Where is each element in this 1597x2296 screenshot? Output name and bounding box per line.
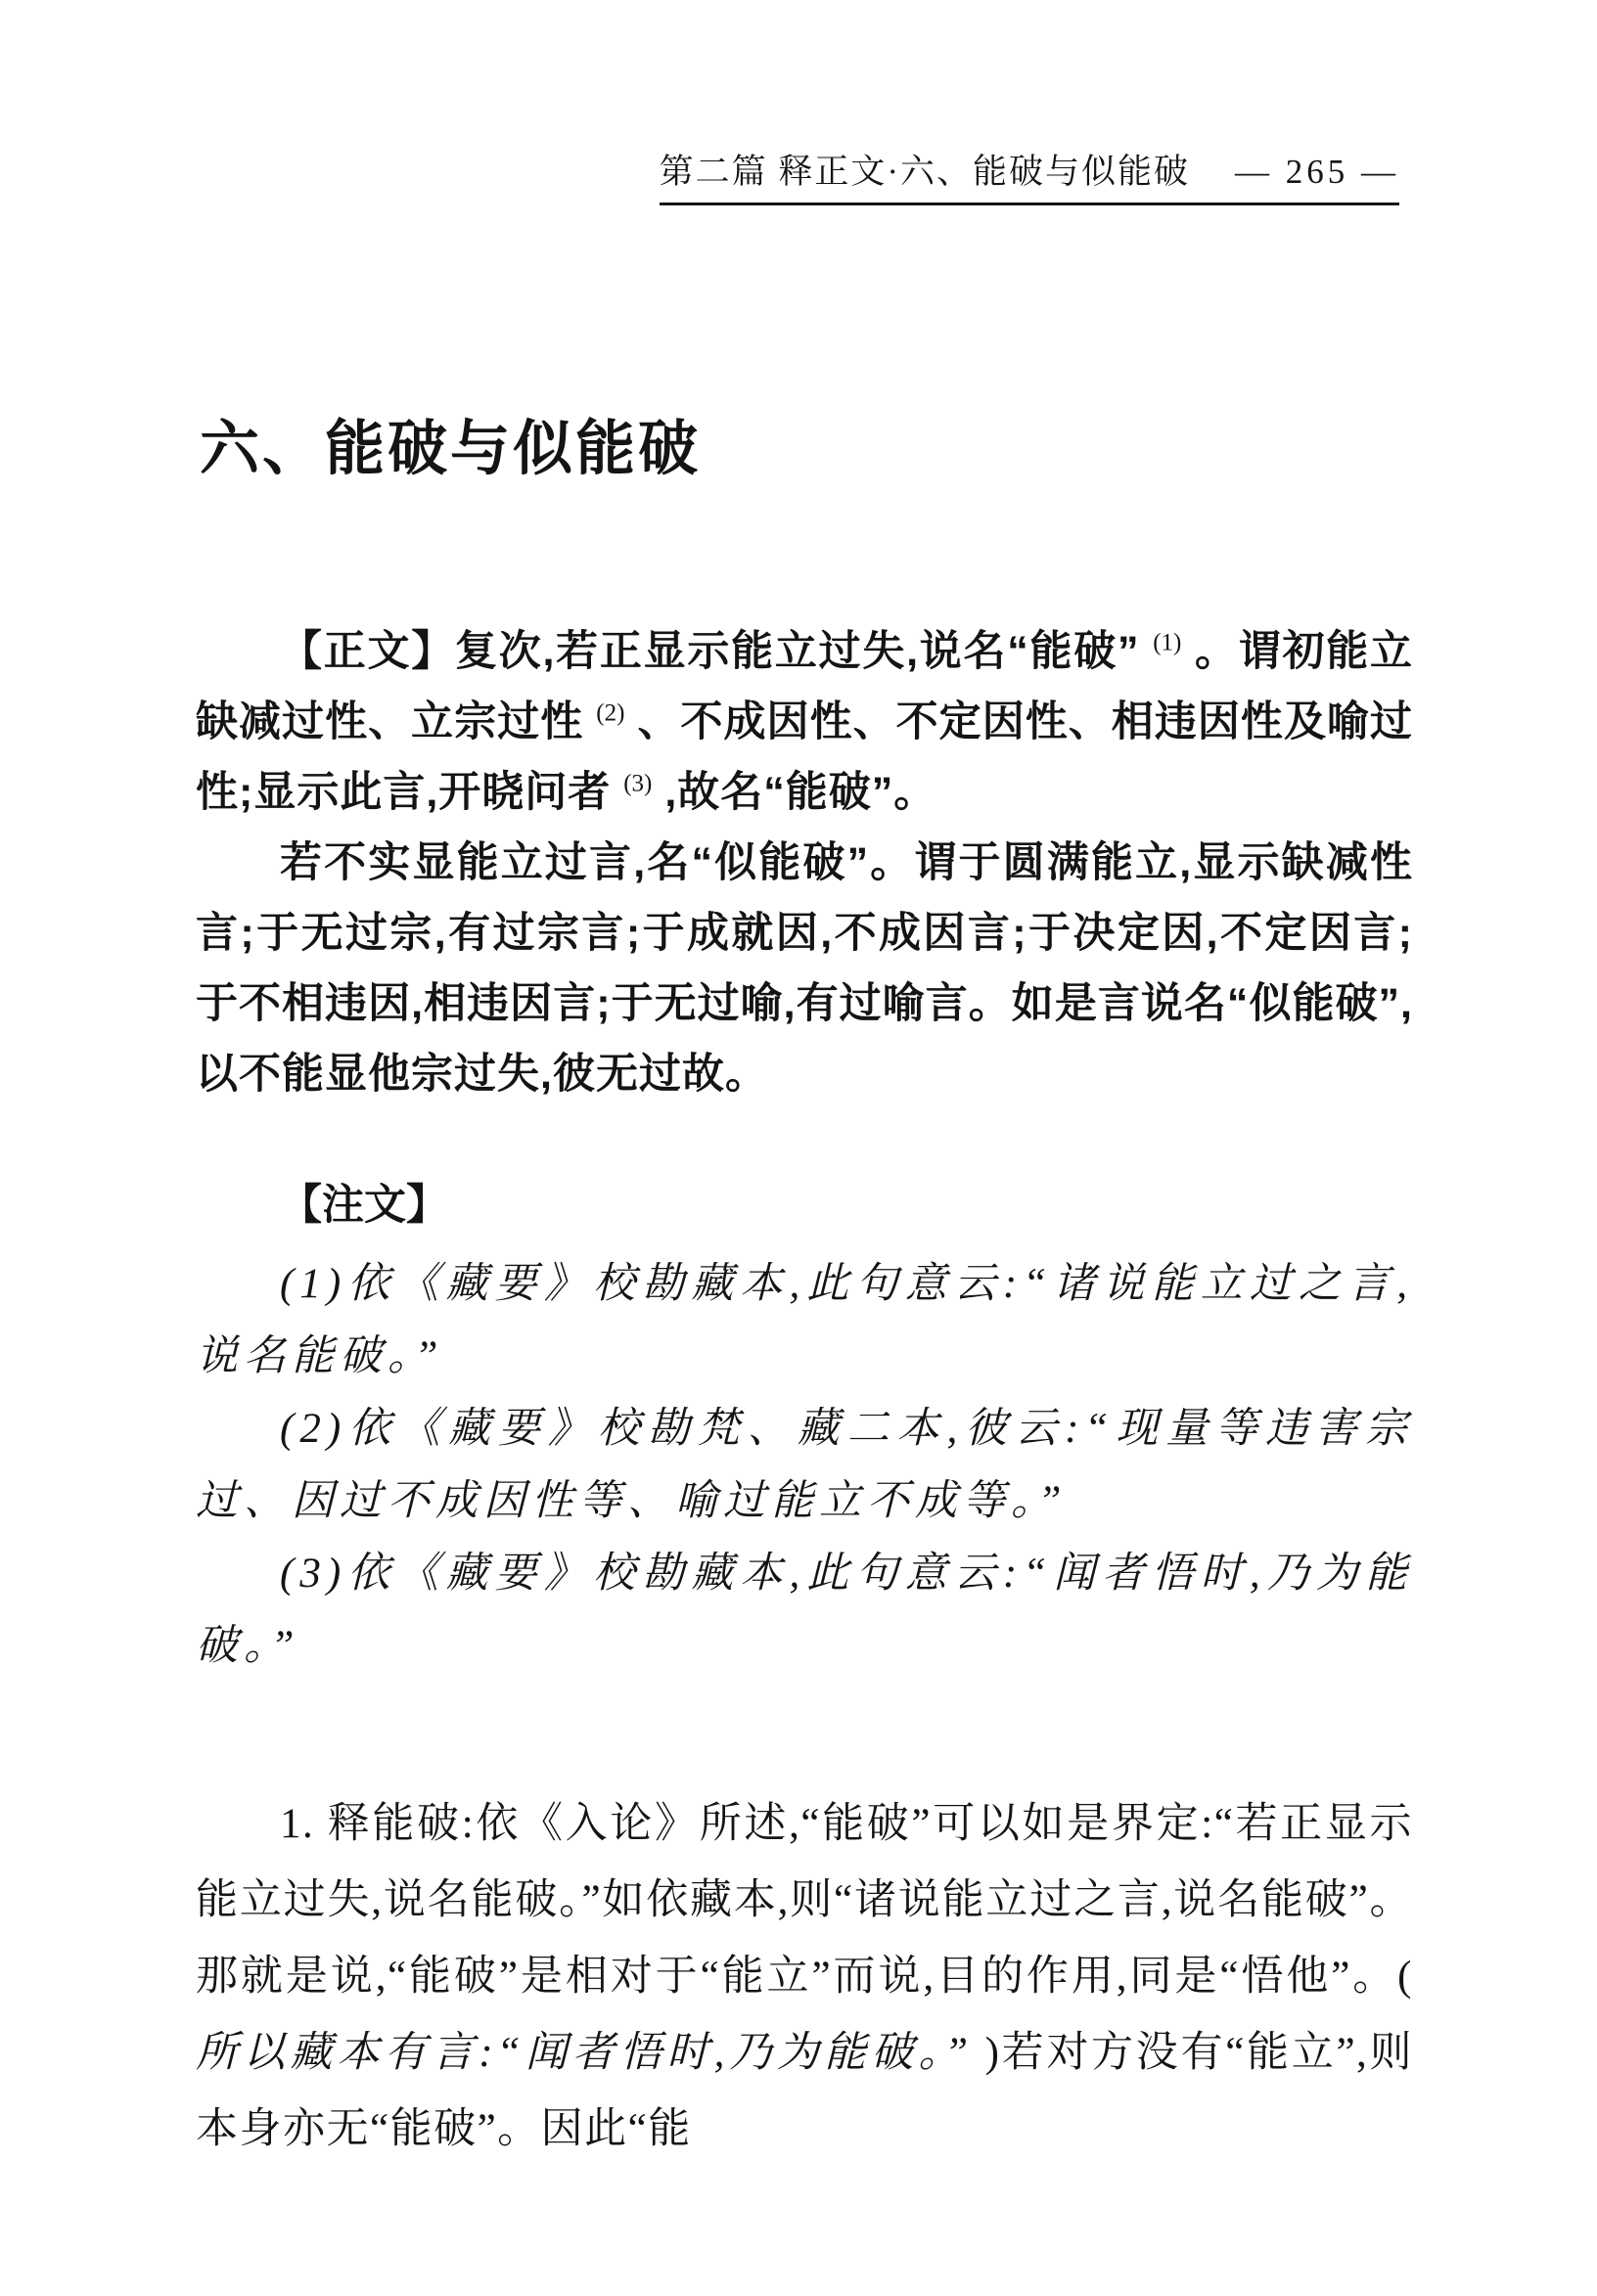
text-segment: 、不成因性、不定因性、相违因性及喻过性;显示此言,开晓问者 — [196, 698, 1414, 816]
text-segment: ,故名“能破”。 — [664, 769, 937, 816]
main-text-paragraph-1 — [196, 616, 1413, 828]
notes-list — [196, 1248, 1413, 1683]
text-segment: (3) — [623, 770, 653, 797]
running-head — [660, 153, 1399, 205]
chapter-title: 六、能破与似能破 — [200, 415, 702, 481]
commentary-segment: 所以藏本有言:“闻者悟时,乃为能破。” — [196, 2030, 973, 2076]
page-content — [196, 616, 1413, 2168]
text-segment: 【正文】复次,若正显示能立过失,说名“能破” — [280, 628, 1140, 675]
commentary-segment: 1. 释能破:依《入论》所述,“能破”可以如是界定:“若正显示能立过失,说名能破。”如依藏本,则“诸说能立过之言,说名能破”。那就是说,“能破”是相对于“能立”而说,目的作用,同是“悟他”。( — [196, 1801, 1413, 2000]
commentary-segment: )若对方没有“能立”,则本身亦无“能破”。因此“能 — [196, 2030, 1413, 2152]
commentary-paragraph — [196, 1786, 1413, 2168]
note-item: (2)依《藏要》校勘梵、藏二本,彼云:“现量等违害宗过、因过不成因性等、喻过能立不成等。” — [196, 1406, 1413, 1524]
note-item: (3)依《藏要》校勘藏本,此句意云:“闻者悟时,乃为能破。” — [196, 1551, 1413, 1669]
running-head-title: 第二篇 释正文·六、能破与似能破 — [659, 153, 1190, 191]
notes-heading: 【注文】 — [280, 1182, 448, 1229]
text-segment: (1) — [1153, 629, 1182, 656]
text-segment: (2) — [596, 699, 625, 727]
text-segment: 。谓初能立缺减过性、立宗过性 — [196, 628, 1414, 745]
main-text-paragraph-2: 若不实显能立过言,名“似能破”。谓于圆满能立,显示缺减性言;于无过宗,有过宗言;于成就因,不成因言;于决定因,不定因言;于不相违因,相违因言;于无过喻,有过喻言。如是言说名“似能破”,以不能显他宗过失,彼无过故。 — [196, 839, 1413, 1098]
page-number: — 265 — — [1235, 153, 1399, 191]
note-item: (1)依《藏要》校勘藏本,此句意云:“诸说能立过之言,说名能破。” — [196, 1261, 1413, 1379]
